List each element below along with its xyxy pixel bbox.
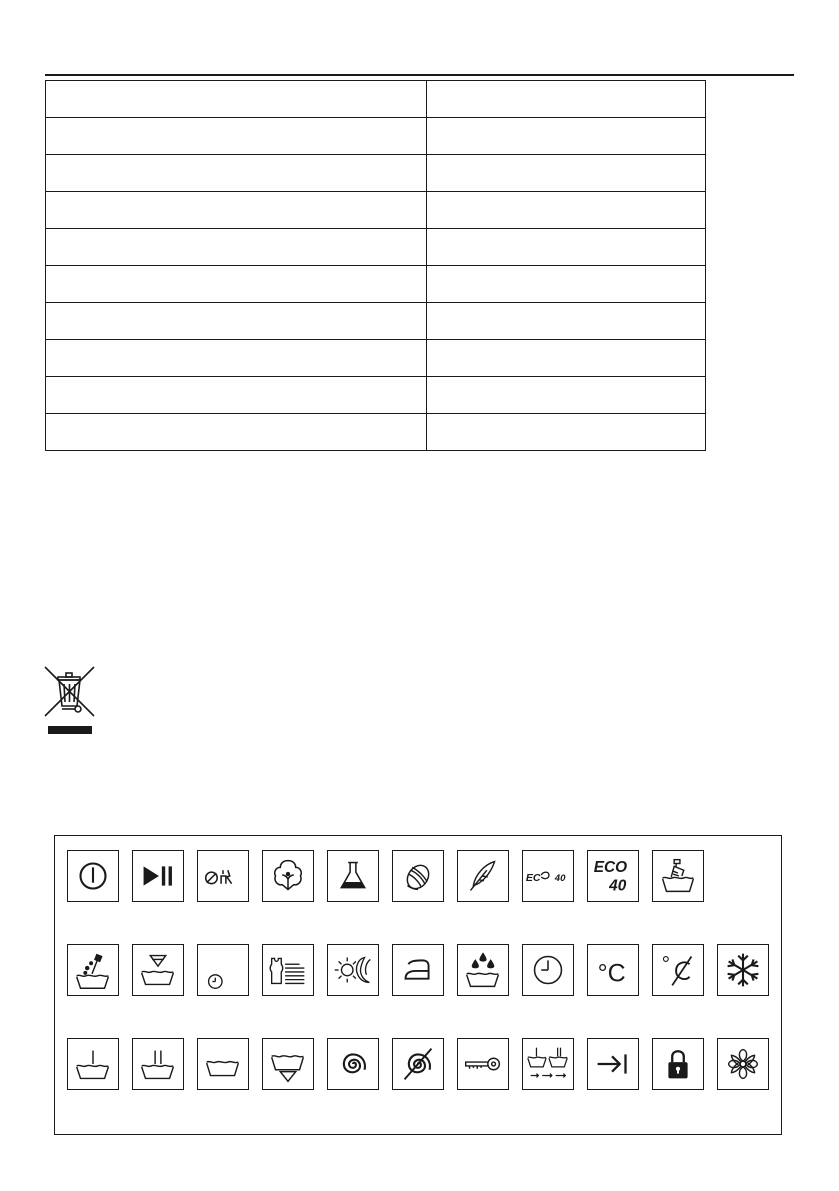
no-ironing-icon (197, 850, 249, 902)
delay-timer-icon (522, 944, 574, 996)
spec-value-cell (427, 192, 706, 229)
eco-line2-text: 40 (609, 877, 627, 895)
spec-label-cell (46, 229, 427, 266)
spec-label-cell (46, 155, 427, 192)
table-row (46, 192, 706, 229)
top-rule (45, 74, 794, 76)
sportswear-icon (262, 944, 314, 996)
start-pause-icon (132, 850, 184, 902)
delicates-feather-icon (457, 850, 509, 902)
table-row (46, 81, 706, 118)
table-row (46, 340, 706, 377)
door-lock-icon (652, 1038, 704, 1090)
skip-icon (587, 1038, 639, 1090)
spec-value-cell (427, 229, 706, 266)
spec-label-cell (46, 81, 427, 118)
spec-label-cell (46, 118, 427, 155)
quick-clock-icon (197, 944, 249, 996)
wash-phase-icon (67, 1038, 119, 1090)
spec-value-cell (427, 155, 706, 192)
drain-icon (262, 1038, 314, 1090)
no-spin-icon (392, 1038, 444, 1090)
spec-label-cell (46, 303, 427, 340)
flower-allergy-icon (717, 1038, 769, 1090)
stain-prewash-icon (67, 944, 119, 996)
weee-crossed-bin-icon (42, 664, 98, 740)
wool-icon (392, 850, 444, 902)
day-night-icon (327, 944, 379, 996)
eco-40-60-icon (522, 850, 574, 902)
child-lock-key-icon (457, 1038, 509, 1090)
eco4060-eco-text: EC (525, 871, 541, 884)
spec-value-cell (427, 266, 706, 303)
spec-value-cell (427, 303, 706, 340)
synthetics-flask-icon (327, 850, 379, 902)
table-row (46, 377, 706, 414)
eco-40-icon (587, 850, 639, 902)
spec-value-cell (427, 118, 706, 155)
rinse-phase-icon (132, 1038, 184, 1090)
table-row (46, 118, 706, 155)
table-row (46, 155, 706, 192)
eco4060-number-text: 40 (554, 872, 566, 884)
spin-icon (327, 1038, 379, 1090)
steam-refresh-icon (457, 944, 509, 996)
easy-iron-icon (392, 944, 444, 996)
table-row (46, 303, 706, 340)
spec-label-cell (46, 340, 427, 377)
cotton-icon (262, 850, 314, 902)
program-symbols-panel (54, 835, 782, 1135)
handwash-icon (652, 850, 704, 902)
temperature-label-text: °C (597, 959, 626, 988)
temperature-icon (587, 944, 639, 996)
rinse-spin-icon (132, 944, 184, 996)
spec-label-cell (46, 192, 427, 229)
spec-value-cell (427, 414, 706, 451)
spec-value-cell (427, 81, 706, 118)
table-row (46, 414, 706, 451)
eco-line1-text: ECO (593, 859, 628, 877)
soak-icon (197, 1038, 249, 1090)
power-icon (67, 850, 119, 902)
no-temperature-degree-text: ° (661, 952, 671, 976)
no-temperature-icon (652, 944, 704, 996)
wash-progress-icon (522, 1038, 574, 1090)
spec-label-cell (46, 266, 427, 303)
cold-wash-icon (717, 944, 769, 996)
table-row (46, 229, 706, 266)
spec-label-cell (46, 414, 427, 451)
spec-label-cell (46, 377, 427, 414)
spec-value-cell (427, 377, 706, 414)
specification-table (45, 80, 706, 451)
spec-value-cell (427, 340, 706, 377)
table-row (46, 266, 706, 303)
